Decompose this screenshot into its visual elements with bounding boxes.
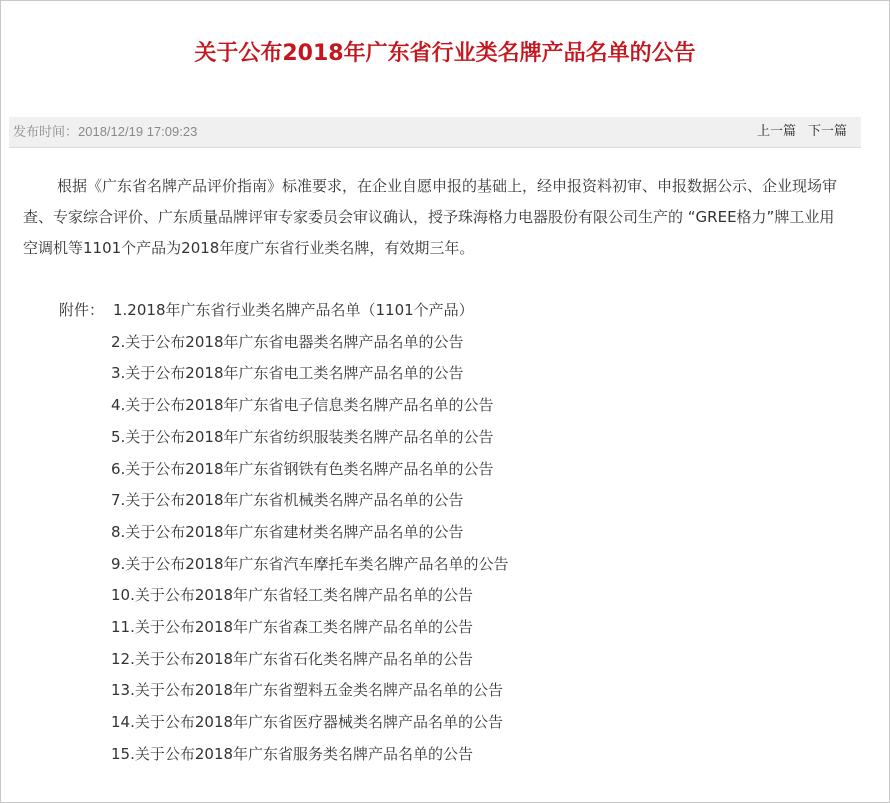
prev-article-link[interactable]: 上一篇 <box>756 124 796 139</box>
attachment-link[interactable]: 15.关于公布2018年广东省服务类名牌产品名单的公告 <box>111 744 474 763</box>
attachments-label: 附件： <box>59 301 105 319</box>
attachment-link[interactable]: 8.关于公布2018年广东省建材类名牌产品名单的公告 <box>111 522 464 541</box>
publish-time-label: 发布时间： <box>13 124 79 139</box>
attachment-link[interactable]: 6.关于公布2018年广东省钢铁有色类名牌产品名单的公告 <box>111 459 494 478</box>
article-body <box>23 171 841 264</box>
next-article-link[interactable]: 下一篇 <box>807 124 847 139</box>
attachment-link[interactable]: 12.关于公布2018年广东省石化类名牌产品名单的公告 <box>111 649 474 668</box>
attachment-link[interactable]: 2.关于公布2018年广东省电器类名牌产品名单的公告 <box>111 332 464 351</box>
attachment-link[interactable]: 10.关于公布2018年广东省轻工类名牌产品名单的公告 <box>111 586 474 605</box>
article-title: 关于公布2018年广东省行业类名牌产品名单的公告 <box>194 41 696 66</box>
article-nav <box>745 117 847 147</box>
attachment-link[interactable]: 4.关于公布2018年广东省电子信息类名牌产品名单的公告 <box>111 396 494 415</box>
attachment-link[interactable]: 11.关于公布2018年广东省森工类名牌产品名单的公告 <box>111 618 474 636</box>
attachment-link[interactable]: 7.关于公布2018年广东省机械类名牌产品名单的公告 <box>111 491 464 510</box>
attachment-link[interactable]: 3.关于公布2018年广东省电工类名牌产品名单的公告 <box>111 364 464 383</box>
publish-time-value: 2018/12/19 17:09:23 <box>78 124 198 139</box>
attachment-link[interactable]: 1.2018年广东省行业类名牌产品名单（1101个产品） <box>113 301 474 319</box>
meta-bar <box>9 117 861 148</box>
attachment-link[interactable]: 5.关于公布2018年广东省纺织服装类名牌产品名单的公告 <box>111 427 494 446</box>
publish-time <box>13 117 197 147</box>
attachment-link[interactable]: 9.关于公布2018年广东省汽车摩托车类名牌产品名单的公告 <box>111 554 509 573</box>
attachment-link[interactable]: 13.关于公布2018年广东省塑料五金类名牌产品名单的公告 <box>111 681 504 700</box>
body-paragraph: 根据《广东省名牌产品评价指南》标准要求，在企业自愿申报的基础上，经申报资料初审、申报数据公示、企业现场审查、专家综合评价、广东质量品牌评审专家委员会审议确认，授予珠海格力电器股份有限公司生产的 “GREE格力”牌工业用空调机等1101个产品为2018年度广东省行业类名牌，有效期三年。 <box>23 177 838 257</box>
attachment-link[interactable]: 14.关于公布2018年广东省医疗器械类名牌产品名单的公告 <box>111 713 504 732</box>
